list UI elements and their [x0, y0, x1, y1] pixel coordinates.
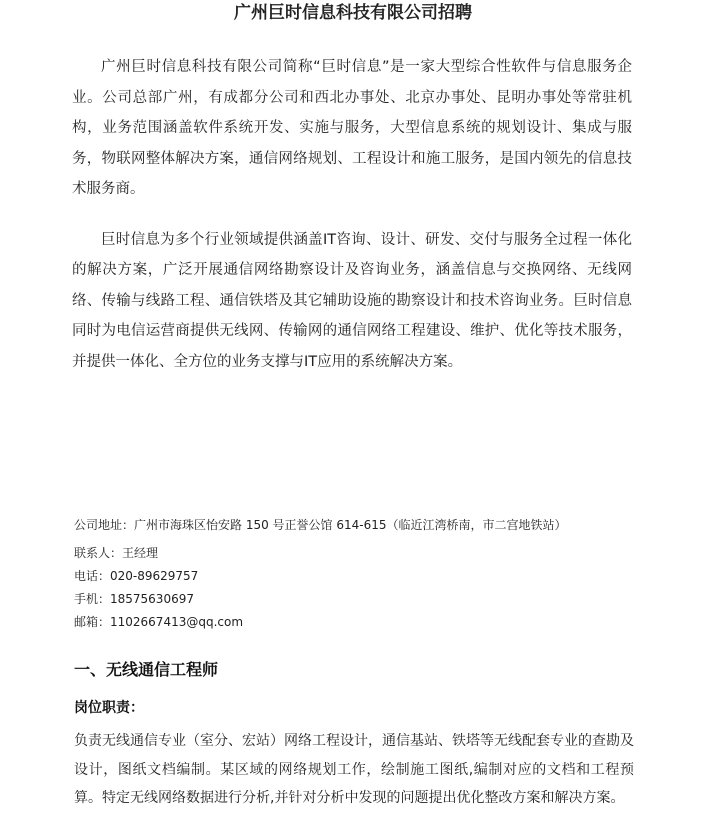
intro-paragraph-1: 广州巨时信息科技有限公司简称“巨时信息”是一家大型综合性软件与信息服务企业。公司总部广州，有成都分公司和西北办事处、北京办事处、昆明办事处等常驻机构，业务范围涵盖软件系统开发、实施与服务，大型信息系统的规划设计、集成与服务，物联网整体解决方案，通信网络规划、工程设计和施工服务，是国内领先的信息技术服务商。: [72, 59, 632, 197]
contact-email: 邮箱：1102667413@qq.com: [74, 615, 244, 629]
page-title: 广州巨时信息科技有限公司招聘: [234, 3, 472, 23]
duties-text: 负责无线通信专业（室分、宏站）网络工程设计，通信基站、铁塔等无线配套专业的查勘及设计，图纸文档编制。某区域的网络规划工作，绘制施工图纸,编制对应的文档和工程预算。特定无线网络数据进行分析,并针对分析中发现的问题提出优化整改方案和解决方案。: [74, 733, 634, 806]
company-address: 公司地址：广州市海珠区怡安路 150 号正誉公馆 614-615（临近江湾桥南，市二宫地铁站）: [74, 518, 567, 532]
intro-paragraph-2: 巨时信息为多个行业领域提供涵盖IT咨询、设计、研发、交付与服务全过程一体化的解决方案，广泛开展通信网络勘察设计及咨询业务，涵盖信息与交换网络、无线网络、传输与线路工程、通信铁塔及其它辅助设施的勘察设计和技术咨询业务。巨时信息同时为电信运营商提供无线网、传输网的通信网络工程建设、维护、优化等技术服务，并提供一体化、全方位的业务支撑与IT应用的系统解决方案。: [72, 231, 632, 370]
contact-phone: 电话：020-89629757: [74, 569, 199, 583]
section-title-wireless-engineer: 一、无线通信工程师: [74, 660, 219, 679]
contact-person: 联系人：王经理: [74, 546, 159, 560]
company-intro: [72, 52, 632, 377]
duties-heading: 岗位职责：: [74, 700, 144, 716]
contact-mobile: 手机：18575630697: [74, 592, 194, 606]
contact-info: [74, 515, 674, 635]
